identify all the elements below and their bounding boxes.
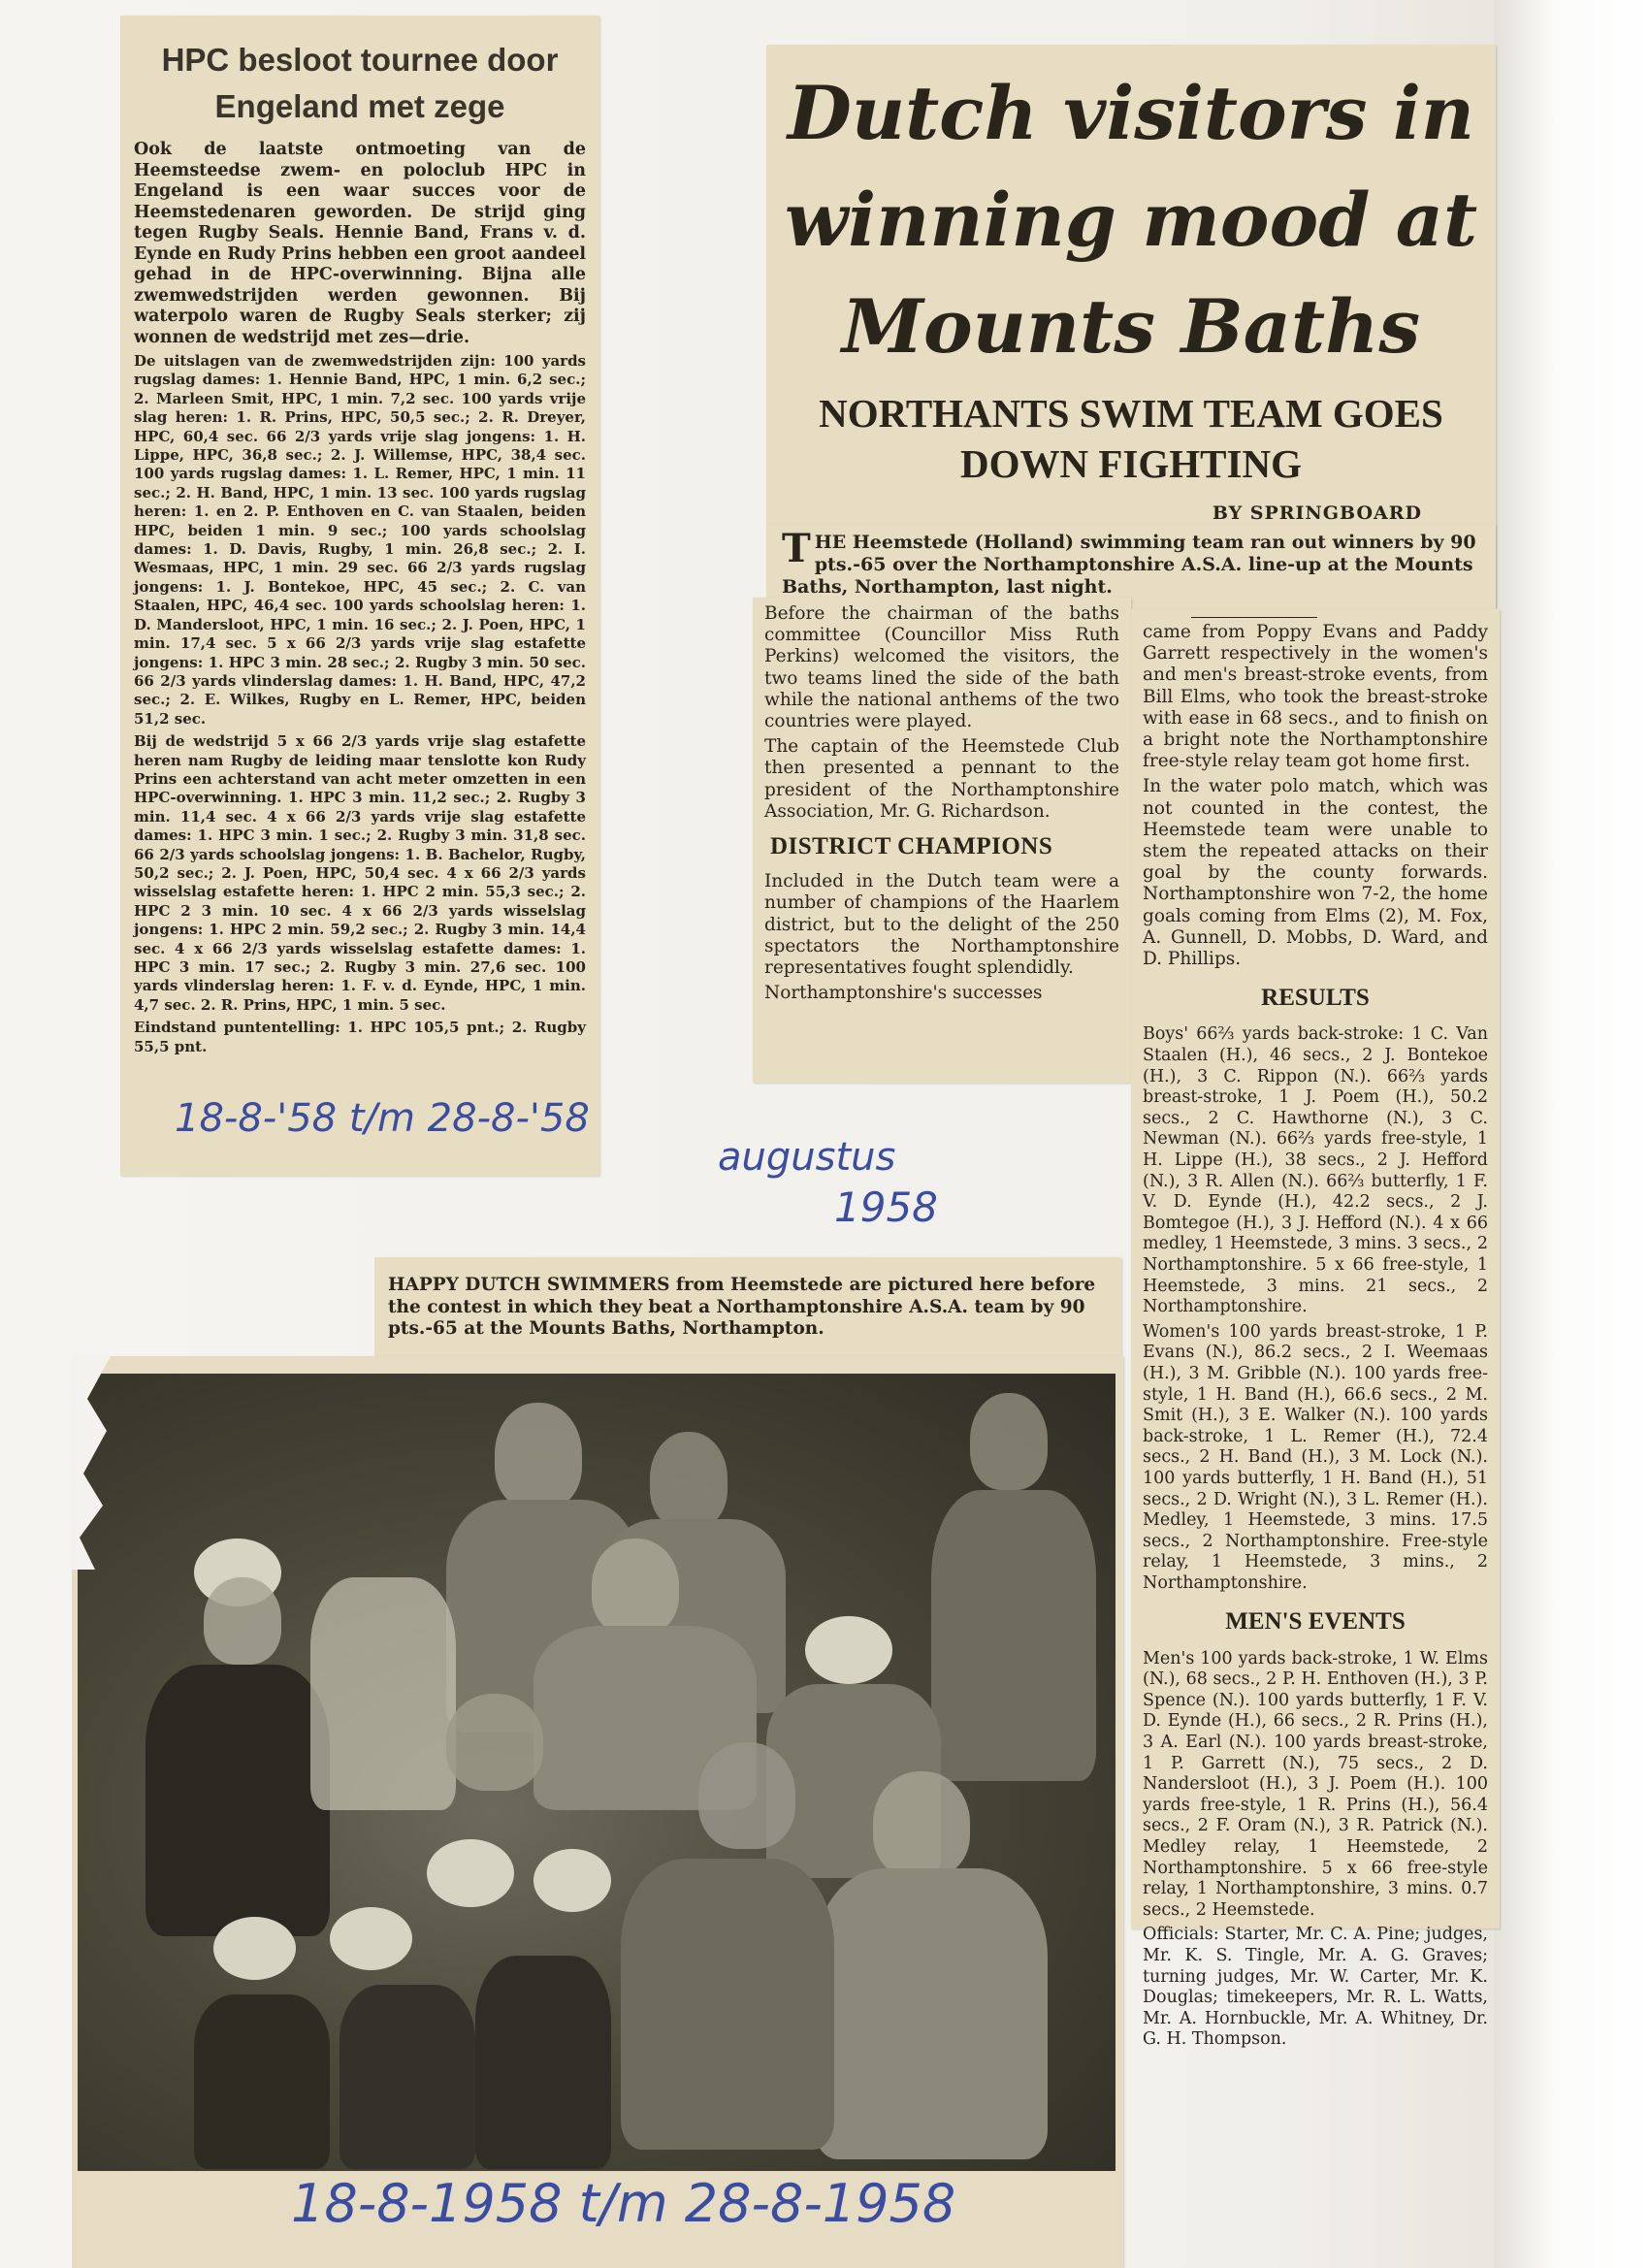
lede-text: HE Heemstede (Holland) swimming team ran out winners by 90 pts.-65 over the Northamptonshire A.S.A. line-up at the Mounts Baths, Northampton, last night. — [782, 532, 1476, 598]
dutch-body: Ook de laatste ontmoeting van de Heemsteedse zwem- en poloclub HPC in Engeland is een waar succes voor de Heemstedenaren geworden. De strijd ging tegen Rugby Seals. Hennie Band, Frans v. d. Eynde en Rudy Prins hebben een groot aandeel gehad in de HPC-overwinning. Bijna alle zwemwedstrijden werden gewonnen. Bij waterpolo waren de Rugby Seals sterker; zij wonnen de wedstrijd met zes—drie. — [134, 140, 586, 347]
results-women: Women's 100 yards breast-stroke, 1 P. Evans (N.), 86.2 secs., 2 I. Weemaas (H.), 3 M. Gribble (N.). 100 yards free-style, 1 H. Band (H.), 66.6 secs., 2 M. Smit (H.), 3 E. Walker (N.). 100 yards back-stroke, 1 L. Remer (H.), 72.4 secs., 2 H. Band (H.), 3 M. Lock (N.). 100 yards butterfly, 1 H. Band (H.), 51 secs., 2 D. Wright (N.), 3 L. Remer (H.). Medley, 1 Heemstede, 3 mins. 17.5 secs., 2 Northamptonshire. Free-style relay, 1 Heemstede, 3 mins., 2 Northamptonshire. — [1143, 1321, 1488, 1593]
col1-paragraph-2: The captain of the Heemstede Club then presented a pennant to the president of the Northamptonshire Association, Mr. G. Richardson. — [764, 736, 1119, 822]
headline-line-3: Mounts Baths — [841, 283, 1421, 370]
bottom-handwritten-date: 18-8-1958 t/m 28-8-1958 — [291, 2173, 956, 2234]
swimmer-figure — [931, 1490, 1096, 1781]
swimmer-figure — [650, 1432, 728, 1529]
swimmer-figure — [815, 1868, 1048, 2159]
english-headline — [782, 60, 1480, 380]
subhead-line-1: NORTHANTS SWIM TEAM GOES — [819, 391, 1443, 436]
col1-paragraph-4: Northamptonshire's successes — [764, 983, 1043, 1004]
swimmer-figure — [592, 1539, 679, 1636]
handwritten-month: augustus — [718, 1135, 896, 1180]
swimmer-figure — [475, 1956, 611, 2169]
results-boys: Boys' 66⅔ yards back-stroke: 1 C. Van Staalen (H.), 46 secs., 2 J. Bontekoe (H.), 3 C. Rippon (N.). 66⅔ yards breast-stroke, 1 J. Poem (H.), 50.2 secs., 2 C. Hawthorne (N.), 3 C. Newman (N.). 66⅔ yards free-style, 1 H. Lippe (H.), 38 secs., 2 J. Hefford (N.), 3 R. Allen (N.). 66⅔ butterfly, 1 F. V. D. Eynde (H.), 42.2 secs., 2 J. Bomtegoe (H.), 3 J. Hefford (N.). 4 x 66 medley, 1 Heemstede, 3 mins. 3 secs., 2 Northamptonshire. 5 x 66 free-style, 1 Heemstede, 3 mins. 21 secs., 2 Northamptonshire. — [1143, 1024, 1488, 1317]
photo-clipping — [72, 1356, 1123, 2268]
english-headline-block — [766, 45, 1496, 607]
swimmer-figure — [698, 1742, 795, 1849]
swimmer-figure — [495, 1403, 582, 1509]
dutch-headline-line2: Engeland met zege — [214, 88, 505, 124]
district-champions-heading: DISTRICT CHAMPIONS — [770, 833, 1053, 860]
swimmer-figure — [340, 1985, 475, 2169]
handwritten-year: 1958 — [834, 1183, 938, 1231]
dutch-headline-line1: HPC besloot tournee door — [161, 42, 559, 78]
col1-paragraph-1: Before the chairman of the baths committee (Councillor Miss Ruth Perkins) welcomed the visitors, the two teams lined the side of the bath while the national anthems of the two countries were played. — [764, 603, 1119, 732]
col2-paragraph-1: came from Poppy Evans and Paddy Garrett respectively in the women's and men's breast-stroke events, from Bill Elms, who took the breast-stroke with ease in 68 secs., and to finish on a bright note the Northamptonshire free-style relay team got home first. — [1143, 622, 1488, 772]
swim-cap — [534, 1849, 611, 1912]
photo-caption: HAPPY DUTCH SWIMMERS from Heemstede are pictured here before the contest in which they beat a Northamptonshire A.S.A. team by 90 pts.-65 at the Mounts Baths, Northampton. — [374, 1257, 1121, 1379]
swim-cap — [213, 1917, 296, 1980]
drop-cap: T — [782, 526, 811, 571]
results-men: Men's 100 yards back-stroke, 1 W. Elms (N.), 68 secs., 2 P. H. Enthoven (H.), 3 P. Spence (N.). 100 yards butterfly, 1 F. V. D. Eynde (H.), 66 secs., 2 R. Prins (H.), 3 A. Earl (N.). 100 yards breast-stroke, 1 P. Garrett (N.), 75 secs., 2 D. Nandersloot (H.), 3 J. Poem (H.). 100 yards free-style, 1 R. Prins (H.), 56.4 secs., 2 F. Oram (N.), 3 R. Patrick (N.). Medley relay, 1 Heemstede, 2 Northamptonshire. 5 x 66 free-style relay, 1 Northamptonshire, 3 mins. 0.7 secs., 2 Heemstede. — [1143, 1648, 1488, 1920]
dutch-results: De uitslagen van de zwemwedstrijden zijn: 100 yards rugslag dames: 1. Hennie Band, HPC, 1 min. 6,2 sec.; 2. Marleen Smit, HPC, 1 min. 7,2 sec. 100 yards vrije slag heren: 1. R. Prins, HPC, 50,5 sec.; 2. R. Dreyer, HPC, 60,4 sec. 66 2/3 yards vrije slag jongens: 1. H. Lippe, HPC, 36,8 sec.; 2. J. Willemse, HPC, 38,4 sec. 100 yards rugslag dames: 1. L. Remer, HPC, 1 min. 11 sec.; 2. H. Band, HPC, 1 min. 13 sec. 100 yards rugslag heren: 1. en 2. P. Enthoven en C. van Staalen, beiden HPC, beiden 1 min. 9 sec.; 100 yards schoolslag dames: 1. D. Davis, Rugby, 1 min. 26,8 sec.; 2. I. Wesmaas, HPC, 1 min. 29 sec. 66 2/3 yards rugslag jongens: 1. J. Bontekoe, HPC, 45 sec.; 2. C. van Staalen, HPC, 46,4 sec. 100 yards schoolslag heren: 1. D. Mandersloot, HPC, 1 min. 16 sec.; 2. J. Poen, HPC, 1 min. 17,4 sec. 5 x 66 2/3 yards vrije slag estafette jongens: 1. HPC 3 min. 28 sec.; 2. Rugby 3 min. 50 sec. 66 2/3 yards vlinderslag dames: 1. H. Band, HPC, 47,2 sec.; 2. E. Wilkes, Rugby en L. Remer, HPC, beiden 51,2 sec. — [134, 352, 586, 728]
swim-cap — [427, 1839, 514, 1907]
dutch-results-2: Bij de wedstrijd 5 x 66 2/3 yards vrije slag estafette heren nam Rugby de leiding maar tenslotte kon Rudy Prins een achterstand van acht meter omzetten in een HPC-overwinning. 1. HPC 3 min. 11,2 sec.; 2. Rugby 3 min. 11,4 sec. 4 x 66 2/3 yards vrije slag estafette dames: 1. HPC 3 min. 1 sec.; 2. Rugby 3 min. 31,8 sec. 66 2/3 yards schoolslag jongens: 1. B. Bachelor, Rugby, 50,2 sec.; 2. J. Poen, HPC, 50,4 sec. 4 x 66 2/3 yards wisselslag estafette heren: 1. HPC 2 min. 55,3 sec.; 2. HPC 2 3 min. 10 sec. 4 x 66 2/3 yards wisselslag jongens: 1. HPC 2 min. 59,2 sec.; 2. Rugby 3 min. 14,4 sec. 4 x 66 2/3 yards wisselslag estafette dames: 1. HPC 3 min. 17 sec.; 2. Rugby 3 min. 27,6 sec. 100 yards vlinderslag heren: 1. F. v. d. Eynde, HPC, 1 min. 4,7 sec. 2. R. Prins, HPC, 1 min. 5 sec. — [134, 732, 586, 1014]
swim-cap — [330, 1907, 412, 1970]
headline-line-2: winning mood at — [784, 177, 1478, 263]
english-subheadline — [782, 388, 1480, 489]
swimmer-figure — [873, 1771, 970, 1878]
dutch-final-score: Eindstand puntentelling: 1. HPC 105,5 pnt.; 2. Rugby 55,5 pnt. — [134, 1019, 586, 1055]
col1-paragraph-3: Included in the Dutch team were a number of champions of the Haarlem district, but to the delight of the 250 spectators the Northamptonshire representatives fought splendidly. — [764, 871, 1119, 979]
headline-line-1: Dutch visitors in — [787, 70, 1475, 156]
swimmer-figure — [446, 1694, 543, 1791]
swimmer-figure — [970, 1393, 1048, 1490]
results-heading: RESULTS — [1261, 985, 1370, 1012]
swimmer-figure — [204, 1577, 281, 1665]
swimmer-figure — [621, 1859, 834, 2150]
column-rule — [1191, 617, 1317, 618]
team-photo — [78, 1374, 1116, 2171]
mens-events-heading: MEN'S EVENTS — [1225, 1608, 1406, 1636]
col2-paragraph-2: In the water polo match, which was not counted in the contest, the Heemstede team were unable to stem the repeated attacks on their goal by the county forwards. Northamptonshire won 7-2, the home goals coming from Elms (2), M. Fox, A. Gunnell, D. Mobbs, D. Ward, and D. Phillips. — [1143, 776, 1488, 970]
towel — [310, 1577, 456, 1810]
subhead-line-2: DOWN FIGHTING — [960, 441, 1302, 486]
dutch-headline — [134, 37, 586, 130]
officials: Officials: Starter, Mr. C. A. Pine; judges, Mr. K. S. Tingle, Mr. A. G. Graves; turning judges, Mr. W. Carter, Mr. K. Douglas; timekeepers, Mr. R. L. Watts, Mr. A. Hornbuckle, Mr. A. Whitney, Dr. G. H. Thompson. — [1143, 1925, 1488, 2050]
english-column-1 — [753, 598, 1131, 1083]
swimmer-figure — [146, 1665, 330, 1936]
byline: BY SPRINGBOARD — [1212, 502, 1422, 524]
swim-cap — [805, 1616, 892, 1684]
page-edge — [1494, 0, 1649, 2268]
swimmer-figure — [194, 1994, 330, 2169]
dutch-handwritten-date: 18-8-'58 t/m 28-8-'58 — [175, 1096, 590, 1141]
english-column-2 — [1131, 609, 1500, 2050]
dutch-clipping — [120, 16, 599, 1176]
